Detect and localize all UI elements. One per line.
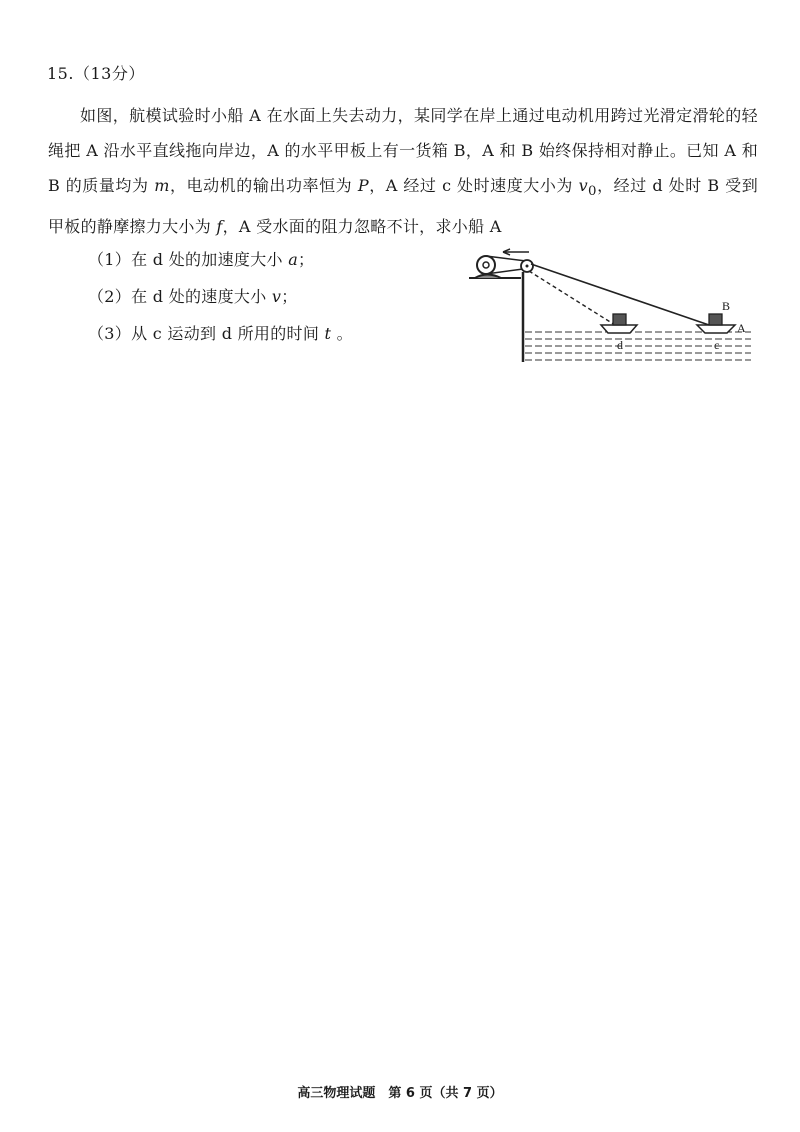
rope-to-d-dashed <box>529 271 615 325</box>
cargo-box-at-c <box>709 314 722 325</box>
stem-text-3: ，A 经过 c 处时速度大小为 <box>368 176 579 195</box>
var-m: m <box>154 176 170 195</box>
motor-axle <box>483 262 489 268</box>
var-P: P <box>357 176 369 195</box>
boat-pulley-diagram <box>465 248 755 370</box>
subquestion-3-text: （3）从 c 运动到 d 所用的时间 <box>88 324 325 343</box>
label-d: d <box>617 338 623 352</box>
subquestion-3 <box>88 322 353 346</box>
stem-text-1: 如图，航模试验时小船 A 在水面上失去动力，某同学在岸上通过电动机用跨过光滑定滑轮的轻绳把 A 沿水平直线拖向岸边，A 的水平甲板上有一货箱 B，A 和 B 始终保持相对静止。已知 A 和 B 的质量均为 <box>48 106 758 195</box>
page-footer: 高三物理试题 第 6 页（共 7 页） <box>297 1086 503 1101</box>
label-c: c <box>714 338 720 352</box>
subquestion-1-end: ； <box>298 250 315 269</box>
var-a: a <box>288 250 299 269</box>
subquestion-2 <box>88 285 298 309</box>
subquestion-3-end: 。 <box>331 324 353 343</box>
stem-text-5: ，A 受水面的阻力忽略不计，求小船 A <box>222 217 502 237</box>
motor-base <box>475 275 501 279</box>
question-number: 15. <box>47 64 74 83</box>
question-header <box>47 62 145 86</box>
var-v: v <box>271 287 282 306</box>
stem-text-4: ，经过 d 处时 B 受到甲板的静摩擦力大小为 <box>48 176 758 237</box>
subquestion-1 <box>88 248 314 272</box>
var-t: t <box>324 324 332 343</box>
pulley-axle <box>526 265 529 268</box>
stem-text-2: ，电动机的输出功率恒为 <box>169 176 358 195</box>
var-f: f <box>216 217 223 237</box>
subquestion-1-text: （1）在 d 处的加速度大小 <box>88 250 289 269</box>
cargo-box-at-d <box>613 314 626 325</box>
label-B: B <box>722 299 731 313</box>
var-v0-subscript: 0 <box>588 184 597 200</box>
var-v0: v <box>578 176 589 195</box>
subquestion-2-text: （2）在 d 处的速度大小 <box>88 287 272 306</box>
boat-at-d <box>601 325 637 333</box>
question-points: （13分） <box>73 64 145 83</box>
label-A: A <box>737 321 746 335</box>
subquestion-2-end: ； <box>281 287 298 306</box>
question-stem <box>48 98 758 244</box>
